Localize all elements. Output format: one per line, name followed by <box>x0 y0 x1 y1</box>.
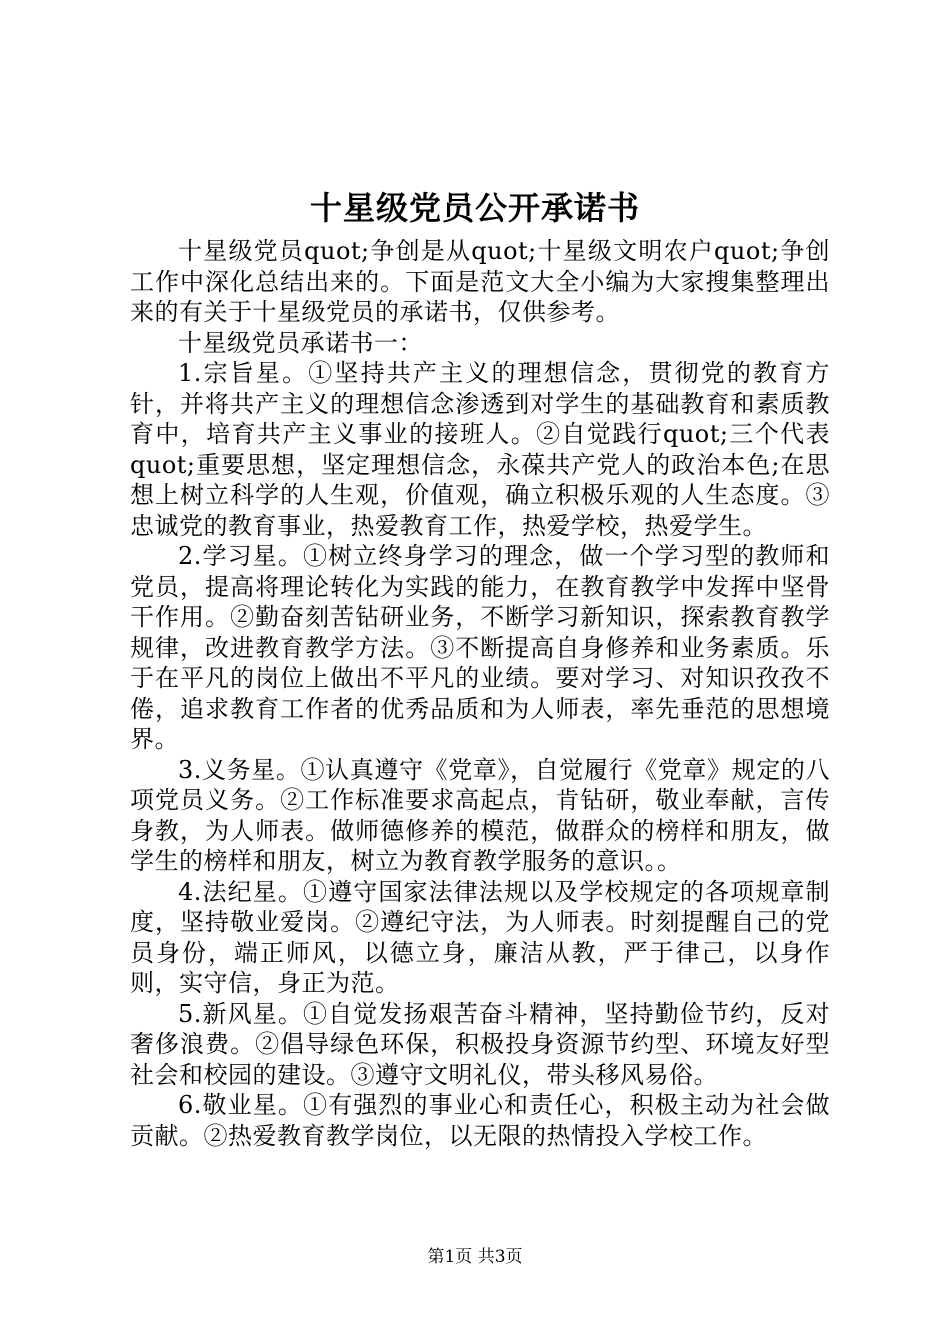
item-paragraph-6: 6.敬业星。①有强烈的事业心和责任心，积极主动为社会做贡献。②热爱教育教学岗位，以无限的热情投入学校工作。 <box>130 1091 830 1150</box>
intro-paragraph: 十星级党员quot;争创是从quot;十星级文明农户quot;争创工作中深化总结出来的。下面是范文大全小编为大家搜集整理出来的有关于十星级党员的承诺书，仅供参考。 <box>130 237 830 326</box>
item-paragraph-2: 2.学习星。①树立终身学习的理念，做一个学习型的教师和党员，提高将理论转化为实践的能力，在教育教学中发挥中坚骨干作用。②勤奋刻苦钻研业务，不断学习新知识，探索教育教学规律，改进教育教学方法。③不断提高自身修养和业务素质。乐于在平凡的岗位上做出不平凡的业绩。要对学习、对知识孜孜不倦，追求教育工作者的优秀品质和为人师表，率先垂范的思想境界。 <box>130 542 830 753</box>
page-footer: 第1页 共3页 <box>427 1247 523 1267</box>
item-paragraph-4: 4.法纪星。①遵守国家法律法规以及学校规定的各项规章制度，坚持敬业爱岗。②遵纪守法，为人师表。时刻提醒自己的党员身份，端正师风，以德立身，廉洁从教，严于律己，以身作则，实守信，身正为范。 <box>130 877 830 997</box>
section-heading: 十星级党员承诺书一： <box>178 328 423 357</box>
item-paragraph-3: 3.义务星。①认真遵守《党章》，自觉履行《党章》规定的八项党员义务。②工作标准要求高起点，肯钻研，敬业奉献，言传身教，为人师表。做师德修养的模范，做群众的榜样和朋友，做学生的榜样和朋友，树立为教育教学服务的意识。。 <box>130 755 830 875</box>
document-body <box>130 236 830 1151</box>
item-paragraph-1: 1.宗旨星。①坚持共产主义的理想信念，贯彻党的教育方针，并将共产主义的理想信念渗透到对学生的基础教育和素质教育中，培育共产主义事业的接班人。②自觉践行quot;三个代表quot;重要思想，坚定理想信念，永葆共产党人的政治本色;在思想上树立科学的人生观，价值观，确立积极乐观的人生态度。③忠诚党的教育事业，热爱教育工作，热爱学校，热爱学生。 <box>130 359 830 540</box>
item-paragraph-5: 5.新风星。①自觉发扬艰苦奋斗精神，坚持勤俭节约，反对奢侈浪费。②倡导绿色环保，积极投身资源节约型、环境友好型社会和校园的建设。③遵守文明礼仪，带头移风易俗。 <box>130 999 830 1089</box>
document-title: 十星级党员公开承诺书 <box>309 189 640 227</box>
